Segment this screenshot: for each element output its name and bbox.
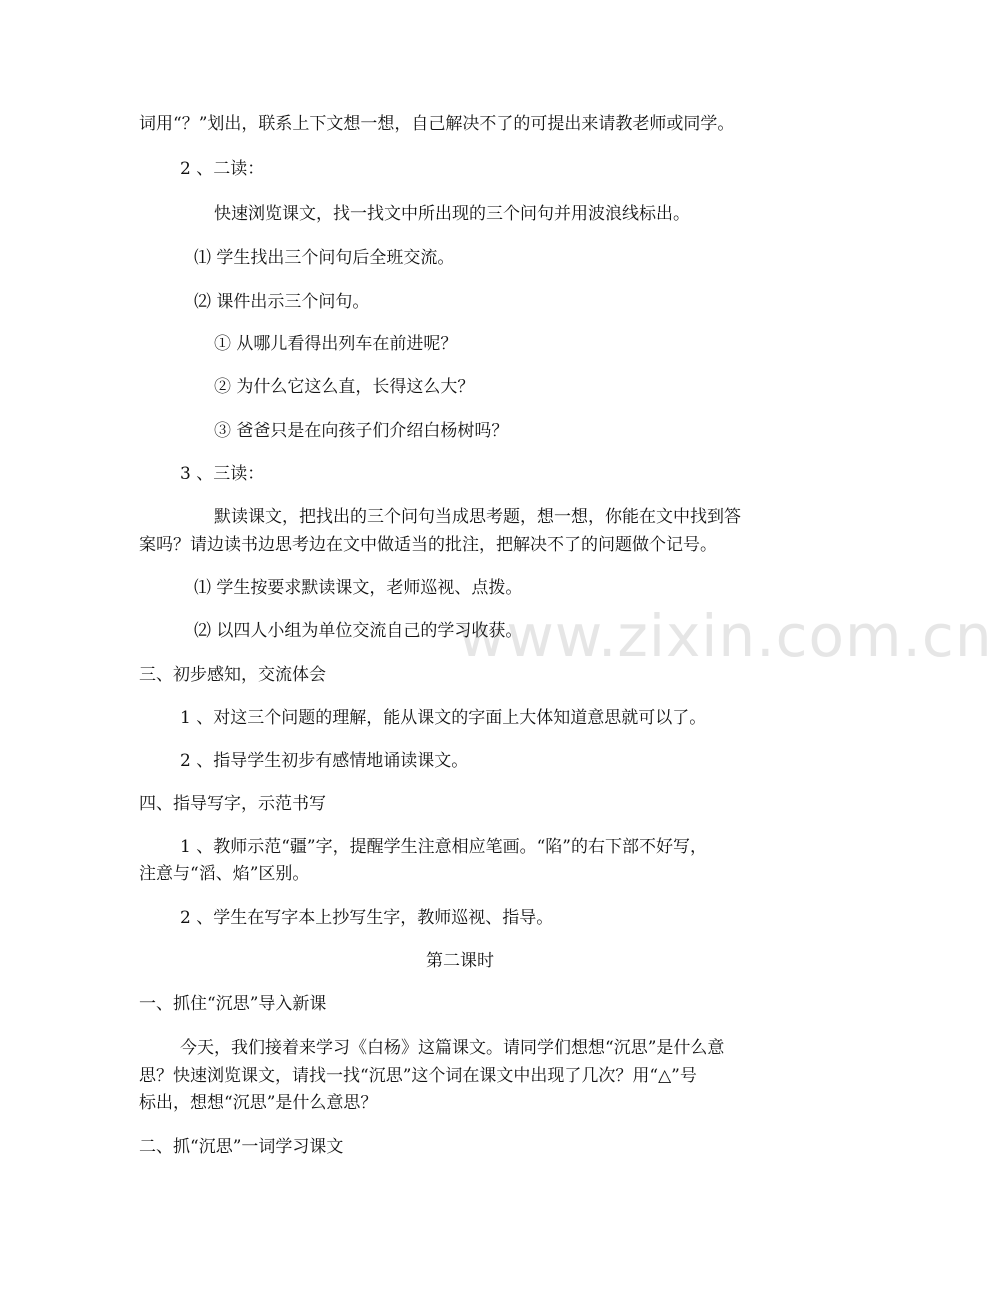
list-item: ① 从哪儿看得出列车在前进呢？ bbox=[214, 334, 458, 354]
text-line: 词用“？”划出，联系上下文想一想，自己解决不了的可提出来请教老师或同学。 bbox=[139, 114, 735, 134]
text-line: 默读课文，把找出的三个问句当成思考题，想一想，你能在文中找到答 bbox=[214, 507, 741, 527]
text-line: 1 、对这三个问题的理解，能从课文的字面上大体知道意思就可以了。 bbox=[180, 708, 707, 728]
list-item: ⑵ 以四人小组为单位交流自己的学习收获。 bbox=[194, 621, 523, 641]
list-item: ⑴ 学生按要求默读课文，老师巡视、点拨。 bbox=[194, 578, 523, 598]
text-line: 2 、指导学生初步有感情地诵读课文。 bbox=[180, 751, 469, 771]
watermark: www.zixin.com.cn bbox=[458, 602, 993, 670]
text-line: 思？快速浏览课文，请找一找“沉思”这个词在课文中出现了几次？用“△”号 bbox=[139, 1066, 697, 1086]
text-line: 案吗？请边读书边思考边在文中做适当的批注，把解决不了的问题做个记号。 bbox=[139, 535, 717, 555]
text-line: 1 、教师示范“疆”字，提醒学生注意相应笔画。“陷”的右下部不好写， bbox=[180, 837, 707, 857]
section-heading: 三、初步感知，交流体会 bbox=[139, 665, 326, 685]
text-line: 2 、学生在写字本上抄写生字，教师巡视、指导。 bbox=[180, 908, 554, 928]
section-heading: 一、抓住“沉思”导入新课 bbox=[139, 994, 327, 1014]
text-line: 注意与“滔、焰”区别。 bbox=[139, 864, 310, 884]
list-item: ② 为什么它这么直，长得这么大？ bbox=[214, 377, 475, 397]
text-line: 标出，想想“沉思”是什么意思？ bbox=[139, 1093, 378, 1113]
section-heading: 四、指导写字，示范书写 bbox=[139, 794, 326, 814]
list-item: ⑵ 课件出示三个问句。 bbox=[194, 292, 370, 312]
text-line: 快速浏览课文，找一找文中所出现的三个问句并用波浪线标出。 bbox=[214, 204, 690, 224]
section-heading: 3 、三读： bbox=[180, 464, 265, 484]
text-line: 今天，我们接着来学习《白杨》这篇课文。请同学们想想“沉思”是什么意 bbox=[180, 1038, 725, 1058]
list-item: ⑴ 学生找出三个问句后全班交流。 bbox=[194, 248, 455, 268]
section-heading: 2 、二读： bbox=[180, 159, 265, 179]
list-item: ③ 爸爸只是在向孩子们介绍白杨树吗？ bbox=[214, 421, 509, 441]
section-heading: 二、抓“沉思”一词学习课文 bbox=[139, 1137, 344, 1157]
lesson-title: 第二课时 bbox=[426, 951, 494, 971]
